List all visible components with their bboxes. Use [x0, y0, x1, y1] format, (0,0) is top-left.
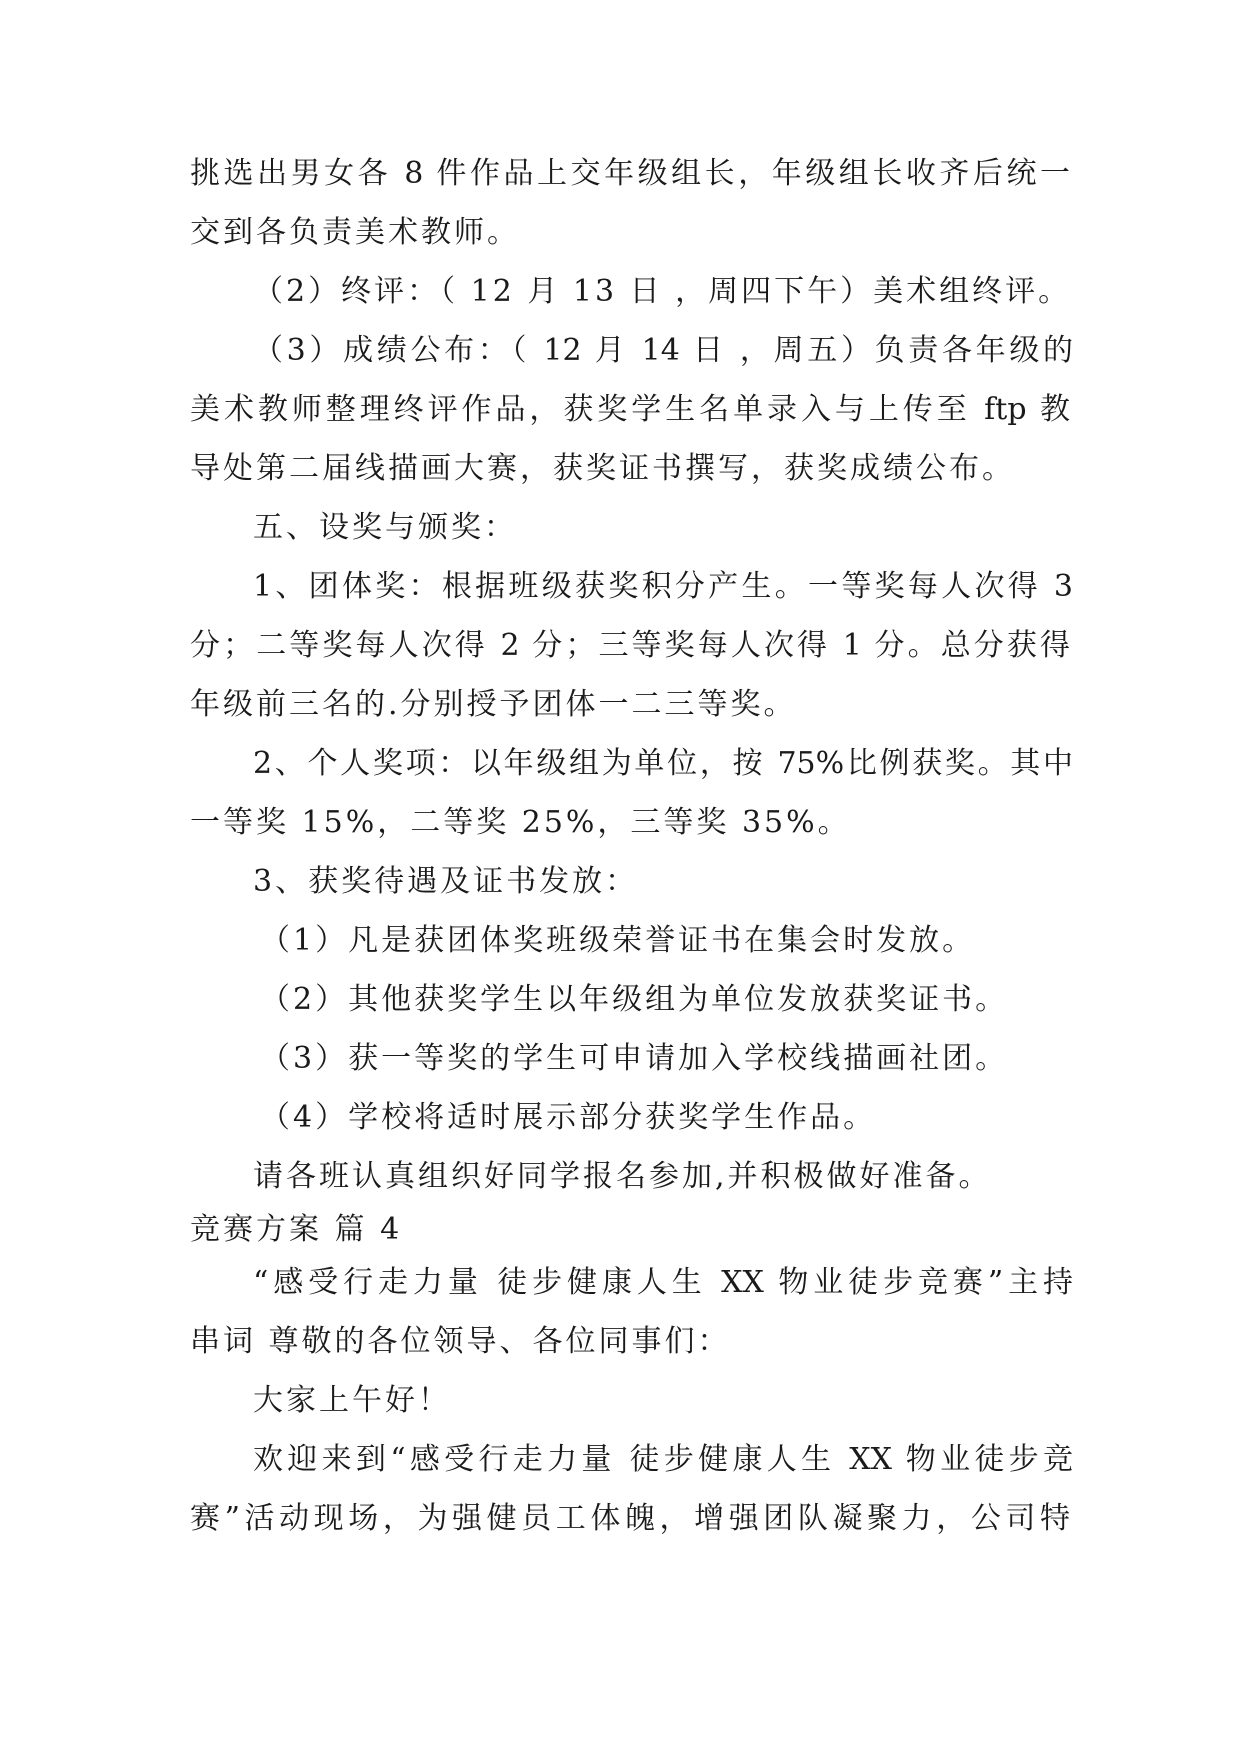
paragraph-line: “感受行走力量 徒步健康人生 XX 物业徒步竞赛”主持	[253, 1265, 1073, 1300]
paragraph-line: 分；二等奖每人次得 2 分；三等奖每人次得 1 分。总分获得	[190, 628, 1070, 663]
section-title: 竞赛方案 篇 4	[190, 1212, 403, 1247]
paragraph-line: 挑选出男女各 8 件作品上交年级组长，年级组长收齐后统一	[190, 156, 1070, 191]
list-item: （4）学校将适时展示部分获奖学生作品。	[260, 1100, 877, 1135]
list-item: （3）获一等奖的学生可申请加入学校线描画社团。	[260, 1041, 1009, 1076]
paragraph-line: 导处第二届线描画大赛，获奖证书撰写，获奖成绩公布。	[190, 451, 1015, 486]
list-item: （1）凡是获团体奖班级荣誉证书在集会时发放。	[260, 923, 976, 958]
paragraph-line: 美术教师整理终评作品，获奖学生名单录入与上传至 ftp 教	[190, 392, 1070, 427]
paragraph-line: 2、个人奖项：以年级组为单位，按 75%比例获奖。其中	[253, 746, 1073, 781]
paragraph-line: 1、团体奖：根据班级获奖积分产生。一等奖每人次得 3	[253, 569, 1073, 604]
paragraph-line: 请各班认真组织好同学报名参加,并积极做好准备。	[253, 1159, 992, 1194]
paragraph-line: 串词 尊敬的各位领导、各位同事们：	[190, 1324, 731, 1359]
paragraph-line: 交到各负责美术教师。	[190, 215, 520, 250]
paragraph-line: 年级前三名的.分别授予团体一二三等奖。	[190, 687, 797, 722]
paragraph-line: 3、获奖待遇及证书发放：	[253, 864, 639, 899]
paragraph-line: 欢迎来到“感受行走力量 徒步健康人生 XX 物业徒步竞	[253, 1442, 1073, 1477]
paragraph-line: 大家上午好！	[253, 1383, 451, 1418]
list-item: （2）其他获奖学生以年级组为单位发放获奖证书。	[260, 982, 1009, 1017]
paragraph-line: 赛”活动现场，为强健员工体魄，增强团队凝聚力，公司特	[190, 1501, 1070, 1536]
paragraph-line: 一等奖 15%，二等奖 25%，三等奖 35%。	[190, 805, 851, 840]
paragraph-line: （3）成绩公布：（ 12 月 14 日 ，周五）负责各年级的	[253, 333, 1073, 368]
section-heading: 五、设奖与颁奖：	[253, 510, 517, 545]
paragraph-line: （2）终评：（ 12 月 13 日 ，周四下午）美术组终评。	[253, 274, 1072, 309]
